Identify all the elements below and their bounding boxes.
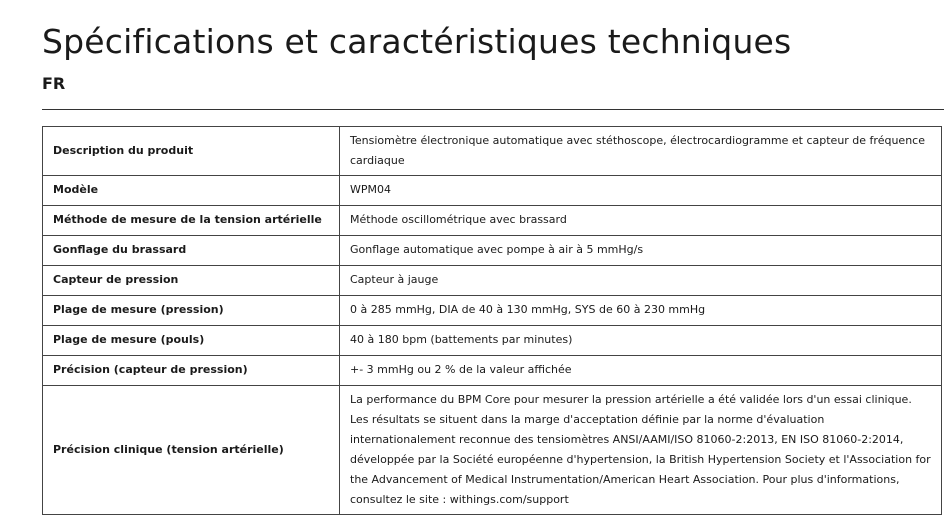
spec-label: Modèle <box>43 176 340 206</box>
spec-value: 40 à 180 bpm (battements par minutes) <box>340 326 942 356</box>
spec-value: 0 à 285 mmHg, DIA de 40 à 130 mmHg, SYS de 60 à 230 mmHg <box>340 296 942 326</box>
header-divider <box>42 109 944 110</box>
spec-label: Plage de mesure (pouls) <box>43 326 340 356</box>
table-row <box>43 266 942 296</box>
spec-value: Méthode oscillométrique avec brassard <box>340 206 942 236</box>
spec-label: Description du produit <box>43 127 340 176</box>
spec-value: Gonflage automatique avec pompe à air à 5 mmHg/s <box>340 236 942 266</box>
table-row <box>43 356 942 386</box>
language-code: FR <box>42 74 66 93</box>
table-row <box>43 236 942 266</box>
spec-label: Précision (capteur de pression) <box>43 356 340 386</box>
specifications-table <box>42 126 942 515</box>
table-row <box>43 296 942 326</box>
spec-value: WPM04 <box>340 176 942 206</box>
table-row <box>43 326 942 356</box>
spec-label: Plage de mesure (pression) <box>43 296 340 326</box>
spec-value: +- 3 mmHg ou 2 % de la valeur affichée <box>340 356 942 386</box>
table-row <box>43 176 942 206</box>
spec-label: Précision clinique (tension artérielle) <box>43 386 340 515</box>
spec-value: Capteur à jauge <box>340 266 942 296</box>
page-title: Spécifications et caractéristiques techniques <box>42 22 792 61</box>
spec-label: Capteur de pression <box>43 266 340 296</box>
spec-label: Méthode de mesure de la tension artérielle <box>43 206 340 236</box>
spec-label: Gonflage du brassard <box>43 236 340 266</box>
table-row <box>43 206 942 236</box>
spec-value: La performance du BPM Core pour mesurer la pression artérielle a été validée lors d'un essai clinique. Les résultats se situent dans la marge d'acceptation définie par la norme d'évaluation internationalement reconnue des tensiomètres ANSI/AAMI/ISO 81060-2:2013, EN ISO 81060-2:2014, développée par la Société européenne d'hypertension, la British Hypertension Society et l'Association for the Advancement of Medical Instrumentation/American Heart Association. Pour plus d'informations, consultez le site : withings.com/support <box>340 386 942 515</box>
spec-value: Tensiomètre électronique automatique avec stéthoscope, électrocardiogramme et capteur de fréquence cardiaque <box>340 127 942 176</box>
table-row <box>43 386 942 515</box>
table-row <box>43 127 942 176</box>
